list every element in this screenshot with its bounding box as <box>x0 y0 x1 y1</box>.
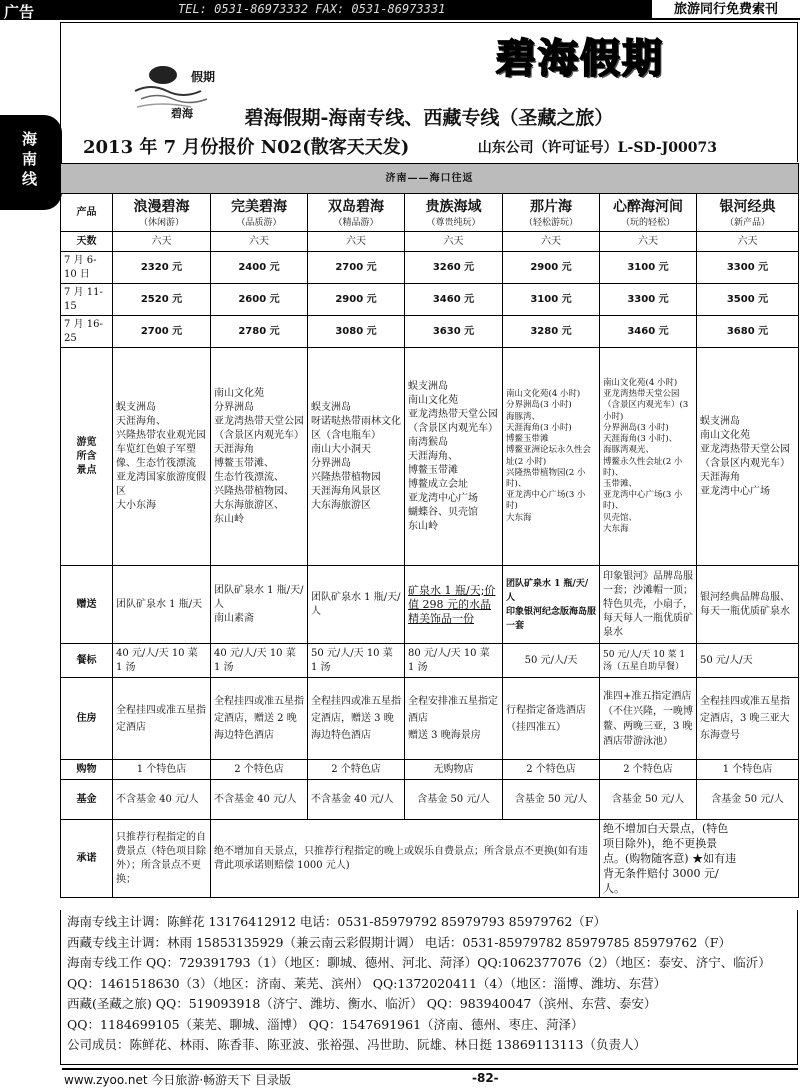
product-cell <box>600 194 697 232</box>
days-cell: 六天 <box>405 232 503 252</box>
ad-header <box>60 22 798 162</box>
days-cell: 六天 <box>211 232 308 252</box>
meal-row <box>61 644 799 678</box>
hotel-cell: 全程安排准五星指定酒店 赠送 3 晚海景房 <box>405 678 503 760</box>
route-title: 济南——海口往返 <box>61 164 799 194</box>
price-cell: 3500 元 <box>697 284 799 316</box>
product-name: 银河经典 <box>719 198 776 215</box>
hotel-cell: 全程挂四或准五星指定酒店，赠送 3 晚海边特色酒店 <box>308 678 405 760</box>
shopping-cell: 无购物店 <box>405 760 503 780</box>
days-cell: 六天 <box>503 232 600 252</box>
label-days: 天数 <box>61 232 113 252</box>
price-row <box>61 252 799 284</box>
promise-cell: 绝不增加白天景点，(特色项目除外)，绝不更换景点。(购物随客意) ★如有违背无条件赔付 3000 元/人。 <box>600 820 799 898</box>
price-cell: 3460 元 <box>600 316 697 348</box>
product-name: 那片海 <box>530 198 572 215</box>
footer <box>62 1068 798 1086</box>
product-cell <box>308 194 405 232</box>
price-cell: 3280 元 <box>503 316 600 348</box>
label-shopping: 购物 <box>61 760 113 780</box>
price-cell: 3080 元 <box>308 316 405 348</box>
meal-cell: 40 元/人/天 10 菜 1 汤 <box>211 644 308 678</box>
hotel-cell: 全程挂四或准五星指定酒店，3 晚三亚大东海壹号 <box>697 678 799 760</box>
tel-fax-line: TEL: 0531-86973332 FAX: 0531-86973331 <box>178 2 446 16</box>
product-cell <box>405 194 503 232</box>
fund-cell: 不含基金 40 元/人 <box>211 780 308 820</box>
gift-cell: 团队矿泉水 1 瓶/天/人 印象银河纪念版海岛服一套 <box>503 566 600 644</box>
product-cell <box>211 194 308 232</box>
meal-cell: 40 元/人/天 10 菜 1 汤 <box>113 644 211 678</box>
shopping-cell: 1 个特色店 <box>113 760 211 780</box>
fund-cell: 不含基金 40 元/人 <box>308 780 405 820</box>
label-promise: 承诺 <box>61 820 113 898</box>
price-row <box>61 316 799 348</box>
fund-cell: 含基金 50 元/人 <box>503 780 600 820</box>
price-cell: 2900 元 <box>308 284 405 316</box>
price-table <box>60 163 799 898</box>
price-cell: 3100 元 <box>503 284 600 316</box>
hotel-row <box>61 678 799 760</box>
meal-cell: 50 元/人/天 <box>697 644 799 678</box>
contact-line: 海南专线工作 QQ：729391793（1）（地区：聊城、德州、河北、菏泽）QQ:1062377076（2）（地区：泰安、济宁、临沂） <box>67 955 771 970</box>
product-cell <box>503 194 600 232</box>
price-cell: 3300 元 <box>697 252 799 284</box>
hotel-cell: 全程挂四或准五星指定酒店，赠送 2 晚海边特色酒店 <box>211 678 308 760</box>
fund-row <box>61 780 799 820</box>
product-tag: （尊贵纯玩） <box>426 217 481 228</box>
shopping-cell: 2 个特色店 <box>308 760 405 780</box>
gift-cell: 矿泉水 1 瓶/天;价值 298 元的水晶精美饰品一份 <box>405 566 503 644</box>
label-gift: 赠送 <box>61 566 113 644</box>
price-cell: 3460 元 <box>405 284 503 316</box>
product-tag: （精品游） <box>333 217 379 228</box>
product-tag: （玩的轻松） <box>620 217 675 228</box>
product-name: 双岛碧海 <box>328 198 384 215</box>
promise-row <box>61 820 799 898</box>
contact-line: 西藏(圣藏之旅) QQ：519093918（济宁、潍坊、衡水、临沂） QQ：983940047（滨州、东营、泰安） <box>67 996 657 1011</box>
ad-label: 广告 <box>4 3 35 21</box>
price-cell: 3680 元 <box>697 316 799 348</box>
side-tab-char: 海 <box>22 130 38 148</box>
contacts-box <box>60 910 798 1065</box>
days-cell: 六天 <box>308 232 405 252</box>
hotel-cell: 行程指定备选酒店（挂四准五） <box>503 678 600 760</box>
product-tag: （新产品） <box>724 217 770 228</box>
subtitle: 碧海假期-海南专线、西藏专线（圣藏之旅） <box>244 107 614 129</box>
shopping-cell: 1 个特色店 <box>697 760 799 780</box>
shopping-row <box>61 760 799 780</box>
sights-cell: 蜈支洲岛 南山文化苑 亚龙湾热带天堂公园（含景区内观光车）南湾猴岛 天涯海角、 博鳌玉带滩 博鳌成立会址 亚龙湾中心广场 蝴蝶谷、贝壳馆 东山岭 <box>405 348 503 566</box>
product-name: 心醉海河间 <box>613 198 683 215</box>
shopping-cell: 2 个特色店 <box>211 760 308 780</box>
price-cell: 2780 元 <box>211 316 308 348</box>
days-cell: 六天 <box>697 232 799 252</box>
days-cell: 六天 <box>113 232 211 252</box>
promise-cell: 只推荐行程指定的自费景点（特色项目除外）；所含景点不更换； <box>113 820 211 898</box>
promise-cell: 绝不增加自天景点，只推荐行程指定的晚上或娱乐自费景点；所含景点不更换(如有违背此项承诺则赔偿 1000 元人) <box>211 820 600 898</box>
gift-row <box>61 566 799 644</box>
product-name: 贵族海域 <box>425 198 482 215</box>
label-product: 产品 <box>61 194 113 232</box>
price-cell: 2900 元 <box>503 252 600 284</box>
gift-cell: 团队矿泉水 1 瓶/天 <box>113 566 211 644</box>
label-meal: 餐标 <box>61 644 113 678</box>
product-name: 浪漫碧海 <box>133 198 190 215</box>
contact-line: 公司成员：陈鲜花、林雨、陈香菲、陈亚波、张裕强、冯世助、阮雄、林日挺 13869113113（负责人） <box>67 1037 646 1052</box>
sights-cell: 南山文化苑(4 小时) 亚龙湾热带天堂公园（含景区内观光车）(3 小时) 分界洲岛(3 小时) 天涯海角(3 小时)、 海豚湾观光、 博鳌永久性会址(2 小时)、 玉带滩、 亚龙湾中心广场(3 小时)、 贝壳馆、 大东海 <box>600 348 697 566</box>
price-cell: 2700 元 <box>308 252 405 284</box>
sights-cell: 蜈支洲岛 天涯海角、 兴隆热带农业观光园 车览红色娘子军塑像、生态竹筏漂流 亚龙湾国家旅游度假区 大小东海 <box>113 348 211 566</box>
price-cell: 2700 元 <box>113 316 211 348</box>
sights-cell: 南山文化苑(4 小时) 分界洲岛(3 小时) 海豚湾、 天涯海角(3 小时) 博鳌玉带滩 博鳌亚洲论坛永久性会址(2 小时) 兴隆热带植物园(2 小时)、 亚龙湾中心广场(3 小时) 大东海 <box>503 348 600 566</box>
label-fund: 基金 <box>61 780 113 820</box>
label-sights-text: 游览所含景点 <box>76 436 97 476</box>
date-range: 7 月 11-15 <box>61 284 113 316</box>
days-cell: 六天 <box>600 232 697 252</box>
product-tag: （轻松游玩） <box>523 217 578 228</box>
brand-title: 碧海假期 <box>496 36 664 82</box>
date-range: 7 月 16-25 <box>61 316 113 348</box>
product-tag: （休闲游） <box>138 217 184 228</box>
price-cell: 2400 元 <box>211 252 308 284</box>
product-name: 完美碧海 <box>231 198 287 215</box>
price-row <box>61 284 799 316</box>
footer-site: www.zyoo.net 今日旅游·畅游天下 目录版 <box>64 1073 291 1087</box>
contact-line: QQ：1461518630（3）（地区：济南、莱芜、滨州） QQ:1372020411（4）（地区：淄博、潍坊、东营） <box>67 975 667 991</box>
logo-text-1: 假期 <box>191 70 216 84</box>
product-row <box>61 194 799 232</box>
meal-cell: 50 元/人/天 10 菜 1 汤（五星自助早餐） <box>600 644 697 678</box>
date-range: 7 月 6-10 日 <box>61 252 113 284</box>
side-tab-hainan <box>0 115 62 210</box>
price-cell: 3100 元 <box>600 252 697 284</box>
sights-cell: 南山文化苑 分界洲岛 亚龙湾热带天堂公园（含景区内观光车） 天涯海角 博鳌玉带滩、 生态竹筏漂流、 兴隆热带植物园、 大东海旅游区、 东山岭 <box>211 348 308 566</box>
price-cell: 3260 元 <box>405 252 503 284</box>
contact-line: 西藏专线主计调：林雨 15853135929（兼云南云彩假期计调） 电话：0531-85979782 85979785 85979762（F） <box>67 934 731 950</box>
gift-cell: 银河经典品牌岛服、每天一瓶优质矿泉水 <box>697 566 799 644</box>
gift-cell: 印象银河》品牌岛服一套；沙滩帽一顶；特色贝壳，小扇子，每天每人一瓶优质矿泉水 <box>600 566 697 644</box>
side-tab-char: 线 <box>22 170 38 188</box>
fund-cell: 含基金 50 元/人 <box>600 780 697 820</box>
hotel-cell: 全程挂四或准五星指定酒店 <box>113 678 211 760</box>
meal-cell: 50 元/人/天 10 菜 1 汤 <box>308 644 405 678</box>
product-cell <box>113 194 211 232</box>
sights-row <box>61 348 799 566</box>
contact-line: 海南专线主计调：陈鲜花 13176412912 电话：0531-85979792 85979793 85979762（F） <box>67 914 606 929</box>
label-sights <box>61 348 113 566</box>
price-cell: 2520 元 <box>113 284 211 316</box>
page-number: -82- <box>472 1071 499 1085</box>
shopping-cell: 2 个特色店 <box>503 760 600 780</box>
fund-cell: 不含基金 40 元/人 <box>113 780 211 820</box>
shopping-cell: 2 个特色店 <box>600 760 697 780</box>
route-row <box>61 164 799 194</box>
hotel-cell: 准四+准五指定酒店（不住兴隆，一晚博鳌、两晚三亚，3 晚酒店带游泳池） <box>600 678 697 760</box>
contact-line: QQ：1184699105（莱芜、聊城、淄博） QQ：1547691961（济南、德州、枣庄、菏泽） <box>67 1016 584 1032</box>
price-cell: 2600 元 <box>211 284 308 316</box>
sights-cell: 蜈支洲岛 南山文化苑 亚龙湾热带天堂公园（含景区内观光车） 天涯海角 亚龙湾中心广场 <box>697 348 799 566</box>
meal-cell: 80 元/人/天 10 菜 1 汤 <box>405 644 503 678</box>
price-cell: 2320 元 <box>113 252 211 284</box>
license-number: 山东公司（许可证号）L-SD-J00073 <box>477 140 717 156</box>
gift-cell: 团队矿泉水 1 瓶/天/人 南山素斋 <box>211 566 308 644</box>
product-cell <box>697 194 799 232</box>
product-tag: （品质游） <box>236 217 282 228</box>
top-bar <box>0 0 800 20</box>
price-cell: 3300 元 <box>600 284 697 316</box>
label-hotel: 住房 <box>61 678 113 760</box>
fund-cell: 含基金 50 元/人 <box>697 780 799 820</box>
price-cell: 3630 元 <box>405 316 503 348</box>
days-row <box>61 232 799 252</box>
meal-cell: 50 元/人/天 <box>503 644 600 678</box>
side-tab-char: 南 <box>22 150 38 168</box>
logo-text-2: 碧海 <box>171 107 193 119</box>
catalog-label: 旅游同行免费索刊 <box>652 0 800 20</box>
gift-cell: 团队矿泉水 1 瓶/天/人 <box>308 566 405 644</box>
price-month-title: 2013 年 7 月份报价 N02(散客天天发) <box>83 137 410 158</box>
fund-cell: 含基金 50 元/人 <box>405 780 503 820</box>
sights-cell: 蜈支洲岛 呀诺哒热带雨林文化区（含电瓶车） 南山大小洞天 分界洲岛 兴隆热带植物园 天涯海角风景区 大东海旅游区 <box>308 348 405 566</box>
